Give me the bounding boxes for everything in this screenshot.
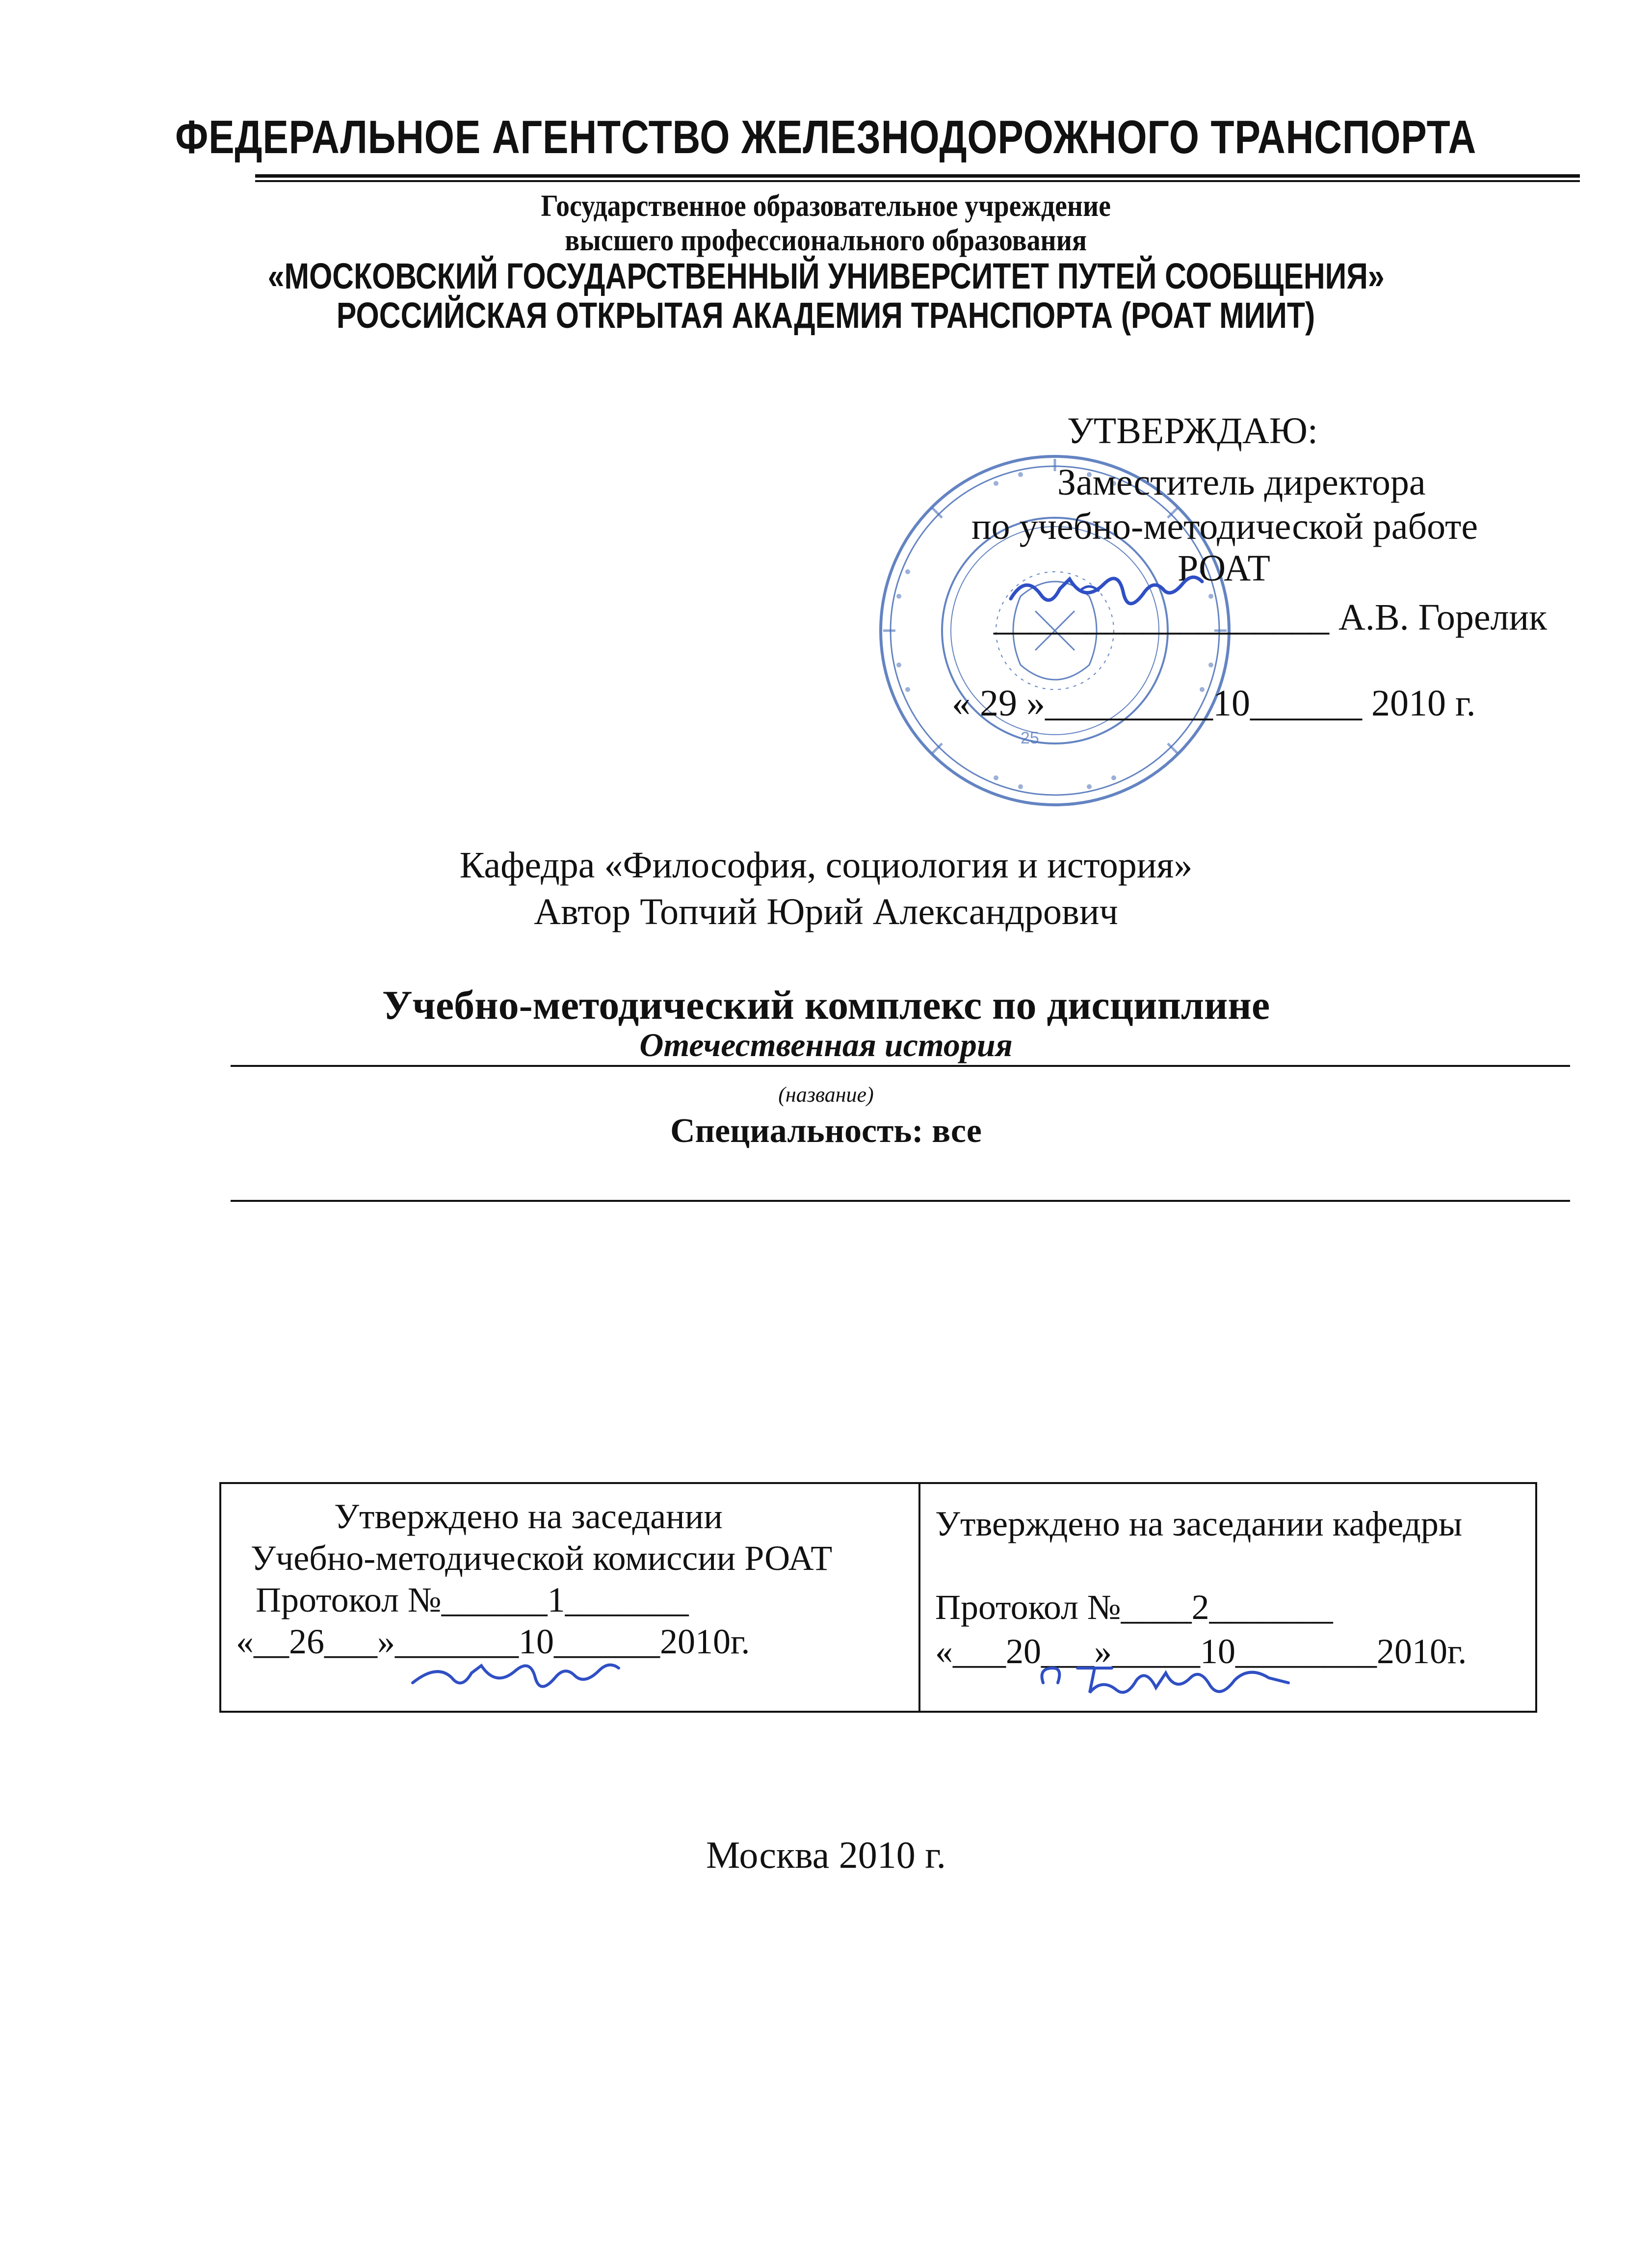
department-line1: Утверждено на заседании кафедры xyxy=(935,1504,1463,1543)
commission-approval-cell xyxy=(221,1484,920,1711)
approval-position-line3: РОАТ xyxy=(1178,548,1270,589)
university-name: «МОСКОВСКИЙ ГОСУДАРСТВЕННЫЙ УНИВЕРСИТЕТ ПУТЕЙ СООБЩЕНИЯ» xyxy=(267,256,1385,296)
department-date: «___20___»_____10________2010г. xyxy=(935,1632,1467,1671)
commission-line1: Утверждено на заседании xyxy=(334,1497,723,1536)
approval-date-line: « 29 »_________10______ 2010 г. xyxy=(952,683,1476,724)
approval-position-line1: Заместитель директора xyxy=(1057,462,1426,503)
agency-name: ФЕДЕРАЛЬНОЕ АГЕНТСТВО ЖЕЛЕЗНОДОРОЖНОГО ТРАНСПОРТА xyxy=(175,111,1477,163)
commission-protocol: Протокол №______1_______ xyxy=(256,1580,689,1619)
discipline-underline xyxy=(231,1065,1570,1067)
approval-position-line2: по учебно-методической работе xyxy=(971,506,1478,547)
commission-date: «__26___»_______10______2010г. xyxy=(236,1622,750,1661)
stamp-number: 25 xyxy=(1021,729,1039,747)
city-year: Москва 2010 г. xyxy=(706,1833,946,1876)
approval-heading: УТВЕРЖДАЮ: xyxy=(1067,410,1318,451)
header-double-rule xyxy=(255,174,1580,182)
specialty: Специальность: все xyxy=(670,1112,982,1150)
approval-signature-line: __________________ А.В. Горелик xyxy=(994,597,1547,638)
commission-line2: Учебно-методической комиссии РОАТ xyxy=(251,1539,833,1578)
author-name: Автор Топчий Юрий Александрович xyxy=(534,891,1118,932)
specialty-underline xyxy=(231,1200,1570,1202)
academy-name: РОССИЙСКАЯ ОТКРЫТАЯ АКАДЕМИЯ ТРАНСПОРТА (РОАТ МИИТ) xyxy=(337,295,1315,336)
department-approval-cell xyxy=(920,1484,1535,1711)
discipline-name: Отечественная история xyxy=(639,1026,1013,1063)
department-protocol: Протокол №____2_______ xyxy=(935,1588,1333,1627)
document-title: Учебно-методический комплекс по дисциплине xyxy=(382,982,1270,1028)
institution-type-line1: Государственное образовательное учреждение xyxy=(541,189,1111,223)
name-caption: (название) xyxy=(778,1083,874,1107)
department-name: Кафедра «Философия, социология и история» xyxy=(459,845,1193,886)
approvals-table xyxy=(219,1482,1537,1713)
institution-type-line2: высшего профессионального образования xyxy=(565,224,1087,257)
